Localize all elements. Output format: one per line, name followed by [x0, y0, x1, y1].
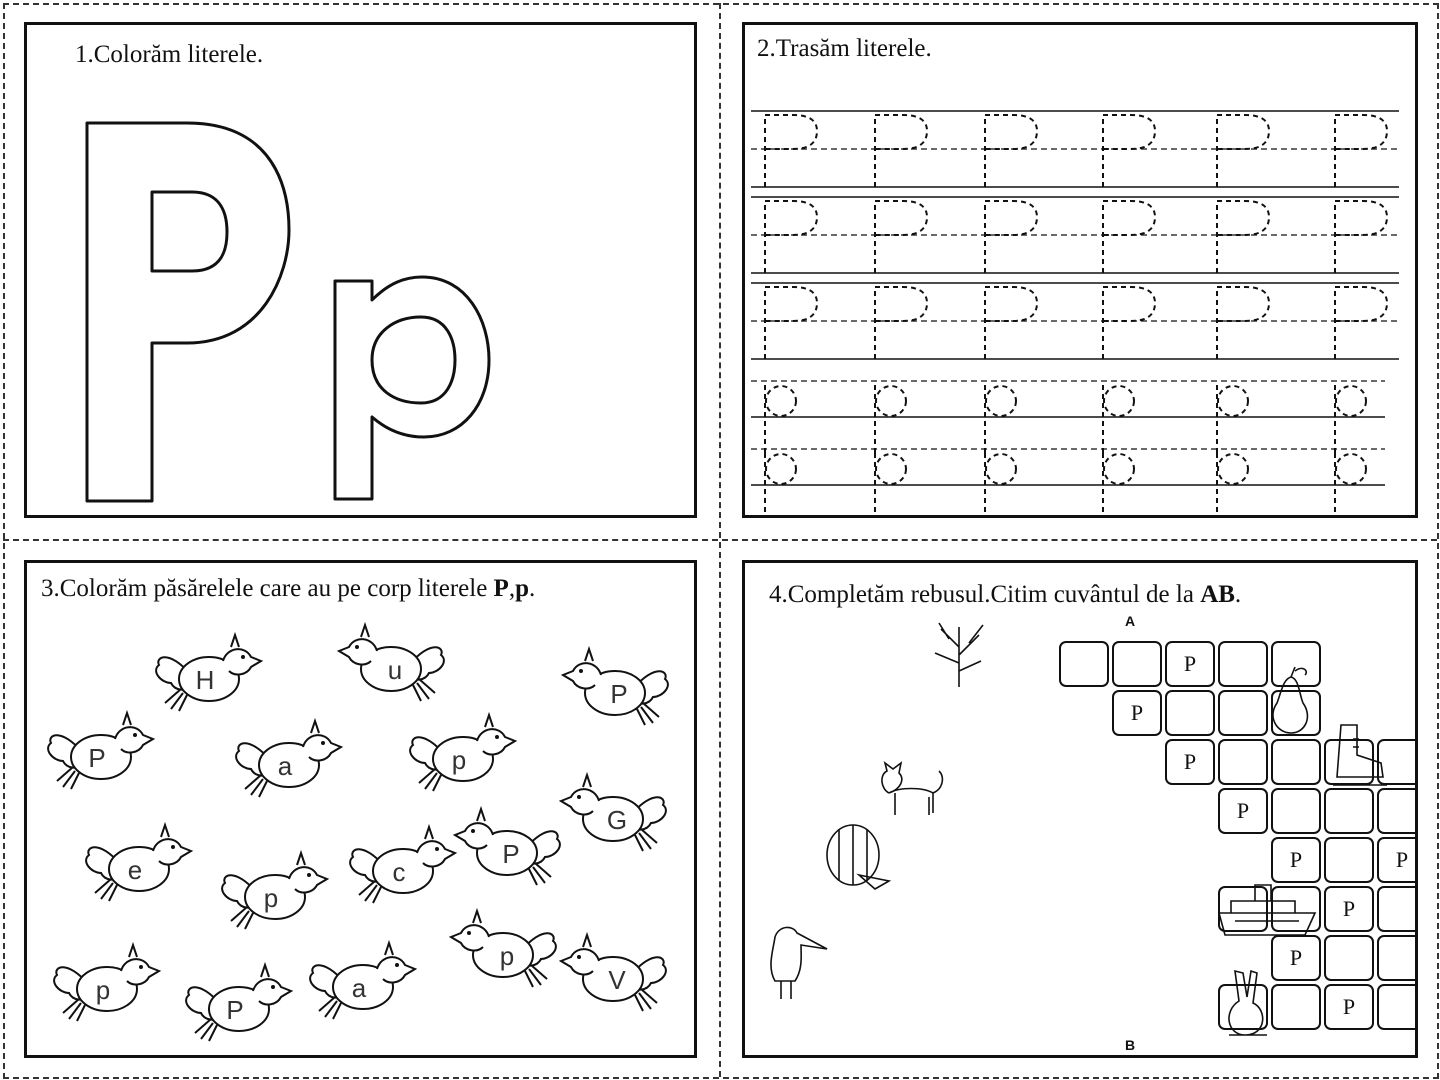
watermelon-icon — [827, 825, 889, 889]
bird-crest — [425, 827, 433, 839]
crossword-cell[interactable] — [1324, 984, 1374, 1030]
outline-letters — [27, 25, 697, 518]
trace-letter-uppercase-p — [1217, 115, 1269, 187]
bird[interactable] — [455, 809, 560, 885]
panel-color-letters — [24, 22, 697, 518]
crossword-cell[interactable] — [1218, 886, 1268, 932]
crossword-cell[interactable] — [1271, 739, 1321, 785]
trace-letter-uppercase-p — [875, 115, 927, 187]
bird[interactable] — [222, 853, 327, 929]
bird[interactable] — [451, 911, 556, 987]
panel-title: 3.Colorăm păsărelele care au pe corp literele P,p. — [41, 575, 536, 602]
bird-crest — [129, 945, 137, 957]
bird[interactable] — [339, 625, 444, 701]
bird[interactable] — [310, 943, 415, 1019]
trace-letter-lowercase-p-bowl — [986, 454, 1016, 484]
bird-eye — [495, 735, 499, 739]
trace-letter-lowercase-p-bowl — [1336, 454, 1366, 484]
bird-crest — [231, 635, 239, 647]
trace-letter-uppercase-p — [1217, 201, 1269, 273]
bird-eye — [133, 733, 137, 737]
bird[interactable] — [410, 715, 515, 791]
bird-letter: P — [88, 743, 106, 773]
bird[interactable] — [350, 827, 455, 903]
bird-letter: a — [351, 973, 367, 1003]
crossword-cell[interactable] — [1271, 837, 1321, 883]
bird-eye — [435, 847, 439, 851]
trace-row-uppercase — [751, 111, 1399, 187]
bird-eye — [307, 873, 311, 877]
crossword-cell[interactable] — [1377, 739, 1418, 785]
panel-trace-letters — [742, 22, 1418, 518]
bird-crest — [361, 625, 369, 637]
bird-crest — [485, 715, 493, 727]
bird-eye — [577, 955, 581, 959]
bird-eye — [395, 963, 399, 967]
trace-letter-uppercase-p — [875, 287, 927, 359]
bird-letter: H — [195, 665, 215, 695]
crossword-label-a: A — [1125, 613, 1136, 629]
crossword-cell[interactable] — [1377, 886, 1418, 932]
crossword-cell[interactable] — [1377, 935, 1418, 981]
crossword-given-letter: P — [1236, 798, 1250, 823]
bird-crest — [385, 943, 393, 955]
trace-letter-uppercase-p — [985, 115, 1037, 187]
bird-eye — [579, 669, 583, 673]
bird-crest — [161, 825, 169, 837]
bird[interactable] — [156, 635, 261, 711]
crossword-cell[interactable] — [1271, 935, 1321, 981]
bird-letter: V — [608, 965, 626, 995]
bird[interactable] — [561, 775, 666, 851]
trace-letter-uppercase-p — [765, 115, 817, 187]
crossword-cell[interactable] — [1324, 886, 1374, 932]
crossword-cell[interactable] — [1218, 984, 1268, 1030]
crossword-given-letter: P — [1289, 847, 1303, 872]
bird-eye — [355, 645, 359, 649]
trace-letter-uppercase-p — [1335, 115, 1387, 187]
trace-letter-lowercase-p-bowl — [1336, 386, 1366, 416]
bird-crest — [123, 713, 131, 725]
panel-title: 2.Trasăm literele. — [757, 35, 932, 62]
crossword-cell[interactable] — [1112, 690, 1162, 736]
crossword-cell[interactable] — [1271, 788, 1321, 834]
bird-letter: P — [502, 839, 520, 869]
panel-title: 1.Colorăm literele. — [75, 41, 264, 68]
crossword-cell[interactable] — [1377, 984, 1418, 1030]
crossword-cell[interactable] — [1059, 641, 1109, 687]
bird-crest — [261, 965, 269, 977]
trace-letter-lowercase-p-bowl — [766, 454, 796, 484]
trace-letter-lowercase-p-bowl — [1218, 386, 1248, 416]
bird-eye — [271, 985, 275, 989]
panel-crossword — [742, 560, 1418, 1058]
trace-letter-uppercase-p — [1335, 287, 1387, 359]
panel-title: 4.Completăm rebusul.Citim cuvântul de la AB. — [769, 581, 1242, 608]
tracing-grid — [745, 25, 1418, 518]
bird-letter: p — [263, 883, 279, 913]
trace-letter-lowercase-p-bowl — [1218, 454, 1248, 484]
crossword-given-letter: P — [1130, 700, 1144, 725]
crossword-given-letter: P — [1342, 994, 1356, 1019]
crossword-cell[interactable] — [1377, 788, 1418, 834]
bird-letter: a — [277, 751, 293, 781]
crossword-cell[interactable] — [1271, 690, 1321, 736]
bird-letter: P — [226, 995, 244, 1025]
outline-letter-lowercase-p — [335, 277, 489, 499]
trace-letter-lowercase-p-bowl — [1104, 386, 1134, 416]
trace-row-uppercase — [751, 283, 1399, 359]
crossword-label-b: B — [1125, 1037, 1136, 1053]
trace-letter-lowercase-p-bowl — [876, 386, 906, 416]
cut-line-horizontal — [3, 539, 1437, 541]
trace-letter-lowercase-p-bowl — [1104, 454, 1134, 484]
bird-eye — [467, 931, 471, 935]
bird-letter: e — [127, 855, 143, 885]
crossword-given-letter: P — [1183, 651, 1197, 676]
crossword-given-letter: P — [1395, 847, 1409, 872]
bird-crest — [311, 721, 319, 733]
trace-letter-uppercase-p — [1217, 287, 1269, 359]
crossword-cell[interactable] — [1165, 641, 1215, 687]
bird-letter: p — [451, 745, 467, 775]
pelican-icon — [771, 927, 827, 999]
crossword-cell[interactable] — [1324, 739, 1374, 785]
bird[interactable] — [86, 825, 191, 901]
crossword-cell[interactable] — [1324, 788, 1374, 834]
crossword-given-letter: P — [1183, 749, 1197, 774]
bird[interactable] — [563, 649, 668, 725]
bird-eye — [171, 845, 175, 849]
trace-row-lowercase — [751, 449, 1385, 518]
crossword-cell[interactable] — [1218, 788, 1268, 834]
trace-letter-uppercase-p — [985, 201, 1037, 273]
crossword-cell[interactable] — [1165, 690, 1215, 736]
bird-crest — [583, 775, 591, 787]
bird-eye — [139, 965, 143, 969]
trace-letter-uppercase-p — [1103, 201, 1155, 273]
trace-letter-lowercase-p-bowl — [876, 454, 906, 484]
crossword-cell[interactable] — [1218, 641, 1268, 687]
crossword-cell[interactable] — [1218, 690, 1268, 736]
panel-color-birds — [24, 560, 697, 1058]
bird-letter: P — [610, 679, 628, 709]
bird-letter: G — [606, 805, 628, 835]
trace-letter-uppercase-p — [985, 287, 1037, 359]
bird-letter: p — [499, 941, 515, 971]
bird-crest — [583, 935, 591, 947]
crossword-cell[interactable] — [1271, 984, 1321, 1030]
trace-letter-uppercase-p — [765, 201, 817, 273]
bird-eye — [241, 655, 245, 659]
trace-letter-uppercase-p — [875, 201, 927, 273]
bird[interactable] — [186, 965, 291, 1041]
bird-letter: c — [392, 857, 406, 887]
trace-row-uppercase — [751, 197, 1399, 273]
crossword-given-letter: P — [1289, 945, 1303, 970]
trace-letter-uppercase-p — [1103, 115, 1155, 187]
bird-eye — [577, 795, 581, 799]
trace-letter-lowercase-p-bowl — [766, 386, 796, 416]
bird-letter: u — [387, 655, 403, 685]
birds-area — [27, 563, 697, 1058]
trace-letter-uppercase-p — [765, 287, 817, 359]
trace-letter-uppercase-p — [1103, 287, 1155, 359]
bird-eye — [321, 741, 325, 745]
cat-icon — [882, 763, 942, 815]
bird[interactable] — [561, 935, 666, 1011]
trace-letter-lowercase-p-bowl — [986, 386, 1016, 416]
crossword-cell[interactable] — [1324, 837, 1374, 883]
crossword-cell[interactable] — [1271, 886, 1321, 932]
bird-crest — [585, 649, 593, 661]
bird-eye — [471, 829, 475, 833]
crossword-cell[interactable] — [1324, 935, 1374, 981]
bird-letter: p — [95, 975, 111, 1005]
bird-crest — [473, 911, 481, 923]
bird[interactable] — [236, 721, 341, 797]
bird[interactable] — [54, 945, 159, 1021]
crossword-cell[interactable] — [1112, 641, 1162, 687]
crossword-given-letter: P — [1342, 896, 1356, 921]
crossword-cell[interactable] — [1165, 739, 1215, 785]
tree-icon — [935, 623, 983, 687]
bird-crest — [297, 853, 305, 865]
crossword-cell[interactable] — [1377, 837, 1418, 883]
outline-letter-uppercase-p — [87, 123, 289, 501]
trace-row-lowercase — [751, 381, 1385, 453]
bird-crest — [477, 809, 485, 821]
trace-letter-uppercase-p — [1335, 201, 1387, 273]
crossword-cell[interactable] — [1218, 739, 1268, 785]
crossword-cell[interactable] — [1271, 641, 1321, 687]
bird[interactable] — [48, 713, 153, 789]
